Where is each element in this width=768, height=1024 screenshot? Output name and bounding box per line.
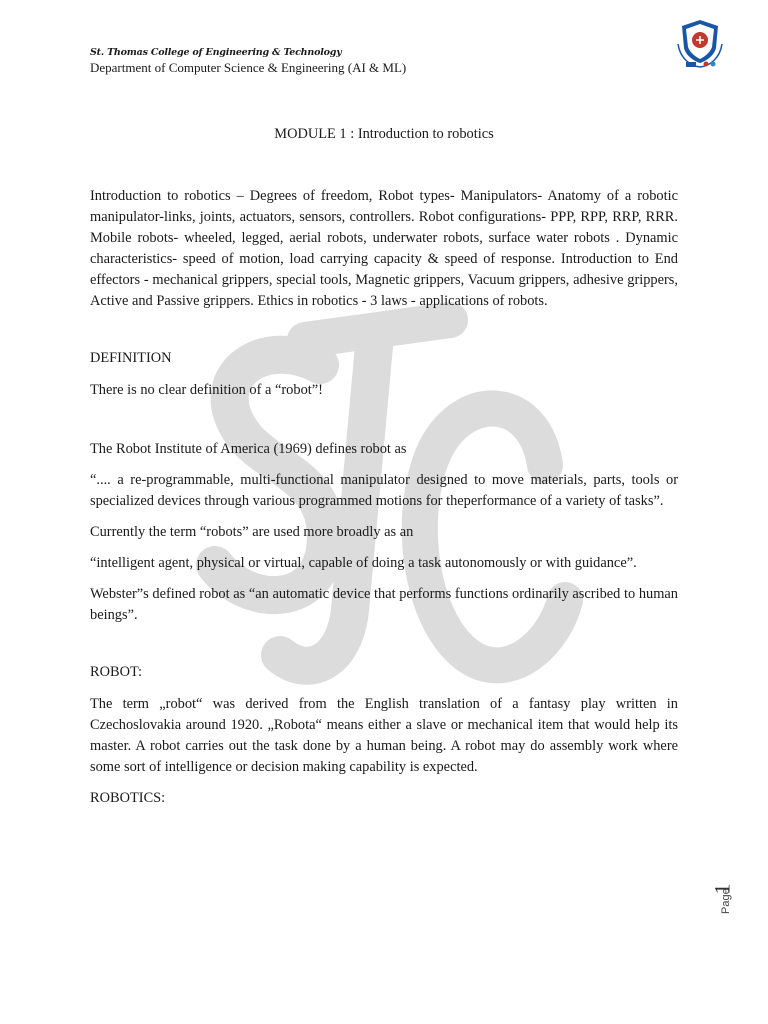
page-content <box>90 124 678 809</box>
document-header <box>90 47 406 76</box>
college-name: St. Thomas College of Engineering & Technology <box>90 47 342 58</box>
page-number: 1 <box>709 883 735 895</box>
module-title: MODULE 1 : Introduction to robotics <box>274 126 494 142</box>
ria-quote: “.... a re-programmable, multi-functional manipulator designed to move materials, parts, tools or specialized devices through various programmed motions for theperformance of a variety of tasks”. <box>90 472 678 509</box>
current-usage: Currently the term “robots” are used more broadly as an <box>90 524 414 540</box>
webster-definition: Webster”s defined robot as “an automatic device that performs functions ordinarily ascribed to human beings”. <box>90 586 678 623</box>
department-name: Department of Computer Science & Engineering (AI & ML) <box>90 60 407 75</box>
syllabus-paragraph: Introduction to robotics – Degrees of freedom, Robot types- Manipulators- Anatomy of a robotic manipulator-links, joints, actuators, sensors, controllers. Robot configurations- PPP, RPP, RRP, RRR. Mobile robots- wheeled, legged, aerial robots, underwater robots, surface water robots . Dynamic characteristics- speed of motion, load carrying capacity & speed of response. Introduction to End effectors - mechanical grippers, special tools, Magnetic grippers, Vacuum grippers, adhesive grippers, Active and Passive grippers. Ethics in robotics - 3 laws - applications of robots. <box>90 188 678 309</box>
page-number-footer <box>709 878 742 926</box>
page-label: Page <box>720 888 732 914</box>
definition-heading: DEFINITION <box>90 350 172 366</box>
robotics-heading: ROBOTICS: <box>90 790 166 806</box>
intelligent-agent-quote: “intelligent agent, physical or virtual, capable of doing a task autonomously or with guidance”. <box>90 555 637 571</box>
no-clear-definition: There is no clear definition of a “robot”! <box>90 382 323 398</box>
college-crest-icon <box>672 14 728 70</box>
ria-intro: The Robot Institute of America (1969) defines robot as <box>90 441 407 457</box>
robot-heading: ROBOT: <box>90 664 143 680</box>
robot-paragraph: The term „robot“ was derived from the English translation of a fantasy play written in Czechoslovakia around 1920. „Robota“ means either a slave or mechanical item that would help its master. A robot carries out the task done by a human being. A robot may do assembly work where some sort of intelligence or decision making capability is expected. <box>90 696 678 775</box>
